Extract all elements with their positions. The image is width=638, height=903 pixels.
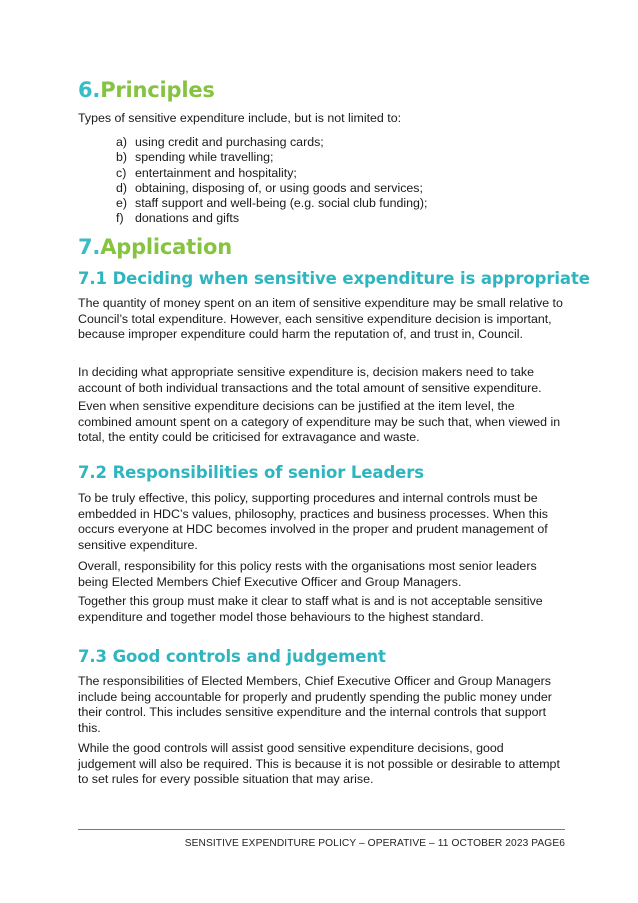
section-6-number: 6.: [78, 78, 101, 102]
list-marker: c): [116, 165, 127, 180]
list-marker: b): [116, 150, 128, 165]
subsection-7-2-heading: 7.2 Responsibilities of senior Leaders: [78, 463, 425, 482]
list-item: [116, 166, 428, 181]
subsection-7-2-paragraph-3: Together this group must make it clear to staff what is and is not acceptable sensitive expenditure and together model those behaviours to the highest standard.: [78, 594, 543, 624]
list-item-text: donations and gifts: [135, 211, 240, 226]
list-item: [116, 211, 428, 226]
subsection-7-3-paragraph-1: The responsibilities of Elected Members, Chief Executive Officer and Group Managers include being accountable for properly and prudently spending the public money under their control. This includes sensitive expenditure and the internal controls that support this.: [78, 674, 552, 735]
footer-divider: [78, 829, 565, 830]
section-6-title: Principles: [100, 78, 215, 102]
sensitive-expenditure-list: [116, 135, 428, 227]
subsection-7-3-heading: 7.3 Good controls and judgement: [78, 647, 386, 666]
section-6-intro: Types of sensitive expenditure include, but is not limited to:: [78, 111, 402, 125]
list-item: [116, 150, 428, 165]
list-item-text: entertainment and hospitality;: [135, 165, 297, 180]
subsection-7-3-paragraph-2: While the good controls will assist good sensitive expenditure decisions, good judgement will also be required. This is because it is not possible or desirable to attempt to set rules for every possible situation that may arise.: [78, 741, 560, 787]
list-item-text: staff support and well-being (e.g. social club funding);: [135, 196, 428, 211]
list-marker: e): [116, 196, 128, 211]
subsection-7-1-paragraph-3: Even when sensitive expenditure decisions can be justified at the item level, the combined amount spent on a category of expenditure may be such that, when viewed in total, the entity could be criticised for extravagance and waste.: [78, 399, 561, 445]
section-7-number: 7.: [78, 235, 101, 259]
list-item-text: spending while travelling;: [135, 150, 274, 165]
section-7-title: Application: [100, 235, 232, 259]
list-item-text: obtaining, disposing of, or using goods and services;: [135, 180, 423, 195]
section-7-heading: [78, 235, 232, 259]
subsection-7-2-paragraph-2: Overall, responsibility for this policy rests with the organisations most senior leaders being Elected Members Chief Executive Officer and Group Managers.: [78, 559, 537, 589]
list-marker: a): [116, 135, 128, 149]
subsection-7-2-paragraph-1: To be truly effective, this policy, supporting procedures and internal controls must be embedded in HDC’s values, philosophy, practices and business processes. When this occurs everyone at HDC becomes involved in the proper and prudent management of sensitive expenditure.: [78, 491, 548, 552]
list-item: [116, 196, 428, 211]
list-item: [116, 135, 428, 150]
subsection-7-1-heading: 7.1 Deciding when sensitive expenditure is appropriate: [78, 269, 590, 288]
section-6-heading: [78, 78, 215, 102]
list-item-text: using credit and purchasing cards;: [135, 135, 324, 149]
subsection-7-1-paragraph-1: The quantity of money spent on an item of sensitive expenditure may be small relative to Council’s total expenditure. However, each sensitive expenditure decision is important, because improper expenditure could harm the reputation of, and trust in, Council.: [78, 296, 563, 342]
subsection-7-1-paragraph-2: In deciding what appropriate sensitive expenditure is, decision makers need to take account of both individual transactions and the total amount of sensitive expenditure.: [78, 365, 542, 395]
page-footer: SENSITIVE EXPENDITURE POLICY – OPERATIVE – 11 OCTOBER 2023 PAGE6: [184, 838, 565, 849]
list-item: [116, 181, 428, 196]
list-marker: d): [116, 180, 128, 195]
list-marker: f): [116, 211, 124, 226]
